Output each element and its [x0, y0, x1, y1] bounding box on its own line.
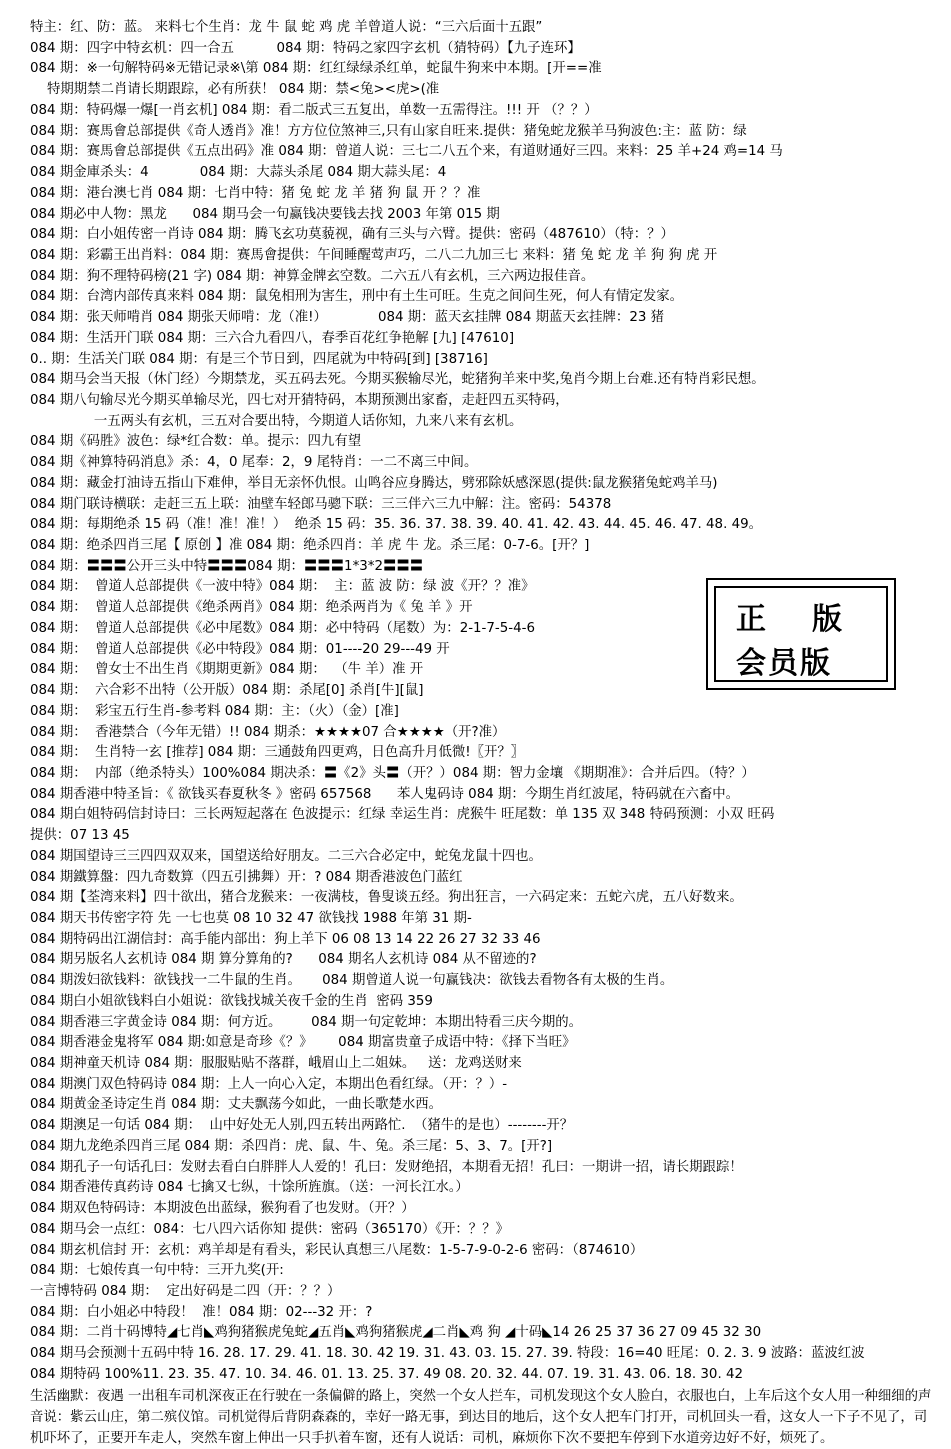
text-line: 084 期： 曾道人总部提供《一波中特》084 期： 主：蓝 波 防：绿 波《开？？准》 — [30, 579, 535, 595]
text-line: 084 期马会一点红：084：七八四六话你知 提供：密码（365170）《开：？？》 — [30, 1221, 509, 1237]
text-line: 084 期：白小姐传密一肖诗 084 期：腾飞玄功莫藐视，确有三头与六臂。提供：密码（487610）（特：？） — [30, 227, 674, 243]
text-line: 084 期必中人物：黑龙 084 期马会一句赢钱决要钱去找 2003 年第 015 期 — [30, 206, 500, 222]
text-line: 084 期特码 100%11. 23. 35. 47. 10. 34. 46. 01. 13. 25. 37. 49 08. 20. 32. 44. 07. 19. 31. 43. 06. 18. 30. 42 — [30, 1366, 744, 1382]
text-line: 一五两头有玄机，三五对合要出特，今期道人话你知，九来八来有玄机。 — [30, 413, 523, 429]
stamp-line-1: 正版 — [736, 602, 888, 637]
text-line: 084 期：白小姐必中特段！ 准！084 期：02---32 开：? — [30, 1304, 373, 1320]
text-line: 084 期香港金鬼将军 084 期:如意是奇珍《？》 084 期富贵童子成语中特：《择下当旺》 — [30, 1035, 576, 1051]
text-line: 一言博特码 084 期： 定出好码是二四（开：？？） — [30, 1283, 341, 1299]
text-line: 084 期：绝杀四肖三尾【 原创 】准 084 期：绝杀四肖：羊 虎 牛 龙。杀三尾：0-7-6。[开？] — [30, 538, 590, 553]
text-line: 084 期：藏金打油诗五指山下难伸，举目无亲怀仇恨。山鸣谷应身腾达，劈邪除妖感深恩(提供:鼠龙猴猪兔蛇鸡羊马) — [30, 475, 718, 491]
text-line: 084 期马会当天报（休门经）今期禁龙，买五码去死。今期买猴输尽光，蛇猪狗羊来中奖,兔肖今期上台难.还有特肖彩民想。 — [30, 372, 765, 388]
text-line: 084 期： 曾道人总部提供《必中特段》084 期：01----20 29---49 开 — [30, 641, 450, 657]
text-line: 084 期【荃湾来料】四十欲出，猪合龙猴来：一夜满枝，鲁叟谈五经。狗出狂言，一六码定来：五蛇六虎，五八好数来。 — [30, 890, 743, 906]
text-line: 特期期禁二肖请长期跟踪，必有所获！ 084 期：禁<兔><虎>(准 — [30, 82, 440, 98]
text-line: 084 期天书传密字符 先 一七也莫 08 10 32 47 欲钱找 1988 年第 31 期- — [30, 911, 472, 926]
text-line: 084 期孔子一句话孔曰：发财去看白白胖胖人人爱的！孔曰：发财绝招，本期看无招！孔曰：一期讲一招，请长期跟踪！ — [30, 1159, 743, 1175]
text-line: 084 期马会预测十五码中特 16. 28. 17. 29. 41. 18. 30. 42 19. 31. 43. 03. 15. 27. 39. 特段：16=40 旺尾：0. 2. 3. 9 波路：蓝波红波 — [30, 1346, 865, 1362]
text-line: 084 期《码胜》波色：绿*红合数：单。提示：四九有望 — [30, 434, 362, 450]
text-line: 084 期： 生肖特一玄 [推荐] 084 期：三通鼓角四更鸡，日色高升月低微!〖开？〗 — [30, 745, 525, 761]
text-line: 084 期香港三字黄金诗 084 期：何方近。 084 期一句定乾坤：本期出特看三庆今期的。 — [30, 1014, 582, 1030]
text-line: 084 期玄机信封 开：玄机：鸡羊却是有看头，彩民认真想三八尾数：1-5-7-9-0-2-6 密码：（874610） — [30, 1242, 644, 1258]
text-line: 084 期澳足一句话 084 期： 山中好处无人别,四五转出两路忙. （猪牛的是也）--------开？ — [30, 1118, 574, 1134]
text-line: 0.. 期：生活关门联 084 期：有是三个节日到，四尾就为中特码[到] [38716] — [30, 351, 488, 367]
text-line: 084 期： 曾女士不出生肖《期期更新》084 期： （牛 羊）准 开 — [30, 662, 424, 678]
text-line: 084 期：※一句解特码※无错记录※\第 084 期：红红绿绿杀红单，蛇鼠牛狗来中本期。[开==准 — [30, 61, 602, 77]
text-line: 084 期：赛馬會总部提供《五点出码》准 084 期：曾道人说：三七二八五个来，有道财通好三四。来料：25 羊+24 鸡=14 马 — [30, 144, 783, 160]
humor-story-paragraph: 生活幽默：夜遇 一出租车司机深夜正在行驶在一条偏僻的路上，突然一个女人拦车，司机发现这个女人脸白，衣服也白，上车后这个女人用一种细细的声音说：紫云山庄，第二殡仪馆。司机觉得后背阴森森的，幸好一路无事，到达目的地后，这个女人把车门打开，司机回头一看，这女人一下子不见了，司机吓坏了，正要开车走人，突然车窗上伸出一只手扒着车窗，还有人说话：司机，麻烦你下次不要把车停到下水道旁边好不好，烦死了。 — [30, 1388, 932, 1446]
text-line: 084 期《神算特码消息》杀：4，0 尾奉：2，9 尾特肖：一二不离三中间。 — [30, 455, 478, 471]
text-line: 084 期：赛馬會总部提供《奇人透肖》准！方方位位煞神三,只有山家自旺来.提供：猪兔蛇龙猴羊马狗波色:主：蓝 防：绿 — [30, 123, 747, 139]
text-line: 084 期国望诗三三四四双双来，国望送给好朋友。二三六合必定中，蛇兔龙鼠十四也。 — [30, 848, 542, 864]
text-line: 084 期白姐特码信封诗曰：三长两短起落在 色波提示：红绿 幸运生肖：虎猴牛 旺尾数：单 135 双 348 特码预测：小双 旺码 — [30, 807, 775, 823]
genuine-member-edition-stamp — [706, 578, 896, 690]
text-line: 084 期：生活开门联 084 期：三六合九看四八，春季百花红争艳解 [九] [47610] — [30, 330, 515, 346]
text-line: 084 期：狗不理特码榜(21 字) 084 期：神算金牌玄空数。二六五八有玄机，三六两边报佳音。 — [30, 268, 595, 284]
text-line: 084 期澳门双色特码诗 084 期：上人一向心入定，本期出色看红绿。（开：？）- — [30, 1076, 508, 1092]
stamp-line-2: 会员版 — [736, 646, 832, 681]
text-line: 特主：红、防：蓝。 来料七个生肖：龙 牛 鼠 蛇 鸡 虎 羊曾道人说：“三六后面十五跟” — [30, 20, 543, 35]
text-line: 084 期： 六合彩不出特（公开版）084 期：杀尾[0] 杀肖[牛][鼠] — [30, 683, 424, 698]
text-line: 084 期泼妇欲钱料：欲钱找一二牛鼠的生肖。 084 期曾道人说一句赢钱决：欲钱去看物各有太极的生肖。 — [30, 973, 674, 989]
text-line: 084 期： 香港禁合（今年无错）!! 084 期杀：★★★★07 合★★★★（开?准） — [30, 724, 506, 740]
text-line: 084 期九龙绝杀四肖三尾 084 期：杀四肖：虎、鼠、牛、兔。杀三尾：5、3、7。[开?] — [30, 1138, 553, 1154]
text-line: 084 期另版名人玄机诗 084 期 算分算角的? 084 期名人玄机诗 084 从不留迹的? — [30, 952, 537, 968]
text-line: 084 期金庫杀头：4 084 期：大蒜头杀尾 084 期大蒜头尾：4 — [30, 165, 447, 180]
text-line: 084 期：港台澳七肖 084 期：七肖中特：猪 兔 蛇 龙 羊 猪 狗 鼠 开 ？？准 — [30, 185, 481, 201]
text-line: 084 期门联诗横联：走赶三五上联：油壁车轻郎马骢下联：三三伴六三九中解：注。密码：54378 — [30, 496, 612, 512]
text-line: 084 期双色特码诗：本期波色出蓝绿，猴狗看了也发财。（开？） — [30, 1201, 415, 1216]
text-line: 084 期香港中特圣旨：《 欲钱买春夏秋冬 》密码 657568 苯人鬼码诗 084 期：今期生肖红波尾，特码就在六畜中。 — [30, 786, 740, 802]
text-line: 084 期特码出江湖信封：高手能内部出：狗上羊下 06 08 13 14 22 26 27 32 33 46 — [30, 931, 541, 947]
text-line: 提供：07 13 45 — [30, 828, 130, 844]
text-line: 084 期：四字中特玄机：四一合五 084 期：特码之家四字玄机（猜特码）【九子连环】 — [30, 40, 581, 56]
text-line: 084 期：二肖十码博特◢七肖◣鸡狗猪猴虎兔蛇◢五肖◣鸡狗猪猴虎◢二肖◣鸡 狗 ◢十码◣14 26 25 37 36 27 09 45 32 30 — [30, 1325, 762, 1341]
text-line: 084 期： 内部（绝杀特头）100%084 期决杀：〓《2》头〓（开？）084 期：智力金壤 《期期准》：合并后四。（特？） — [30, 765, 755, 781]
text-line: 084 期神童天机诗 084 期：服服贴贴不落群，峨眉山上二姐妹。 送：龙鸡送财来 — [30, 1056, 522, 1071]
text-line: 084 期： 彩宝五行生肖-参考料 084 期：主：（火）（金）[准] — [30, 703, 399, 719]
text-line: 084 期：每期绝杀 15 码（准！准！准！） 绝杀 15 码：35. 36. 37. 38. 39. 40. 41. 42. 43. 44. 45. 46. 47. 48. 49。 — [30, 517, 763, 533]
text-line: 084 期：〓〓〓公开三头中特〓〓〓084 期：〓〓〓1*3*2〓〓〓 — [30, 558, 424, 574]
text-line: 084 期鐵算盤：四九奇数算（四五引拂舞）开：? 084 期香港波色门蓝红 — [30, 869, 463, 885]
text-line: 084 期八句输尽光今期买单输尽光，四七对开猜特码，本期预测出家畜，走赶四五买特码， — [30, 393, 569, 408]
text-line: 084 期白小姐欲钱料白小姐说：欲钱找城关夜千金的生肖 密码 359 — [30, 993, 433, 1009]
text-line: 084 期：彩霸王出肖料：084 期：赛馬會提供：午间睡醒莺声巧，二八二九加三七 来料：猪 兔 蛇 龙 羊 狗 狗 虎 开 — [30, 247, 718, 263]
text-line: 084 期：张天师啃肖 084 期张天师啃：龙（准!） 084 期：蓝天玄挂牌 084 期蓝天玄挂牌：23 猪 — [30, 310, 665, 326]
text-line: 084 期黄金圣诗定生肖 084 期：丈夫飘荡今如此，一曲长歌楚水西。 — [30, 1097, 443, 1113]
text-line: 084 期：台湾内部传真来料 084 期：鼠兔相刑为害生，刑中有土生可旺。生克之间问生死，何人有情定发家。 — [30, 289, 684, 305]
text-line: 084 期：特码爆一爆[一肖玄机] 084 期：看二版式三五复出，单数一五需得注。!!! 开 （？？） — [30, 102, 598, 118]
text-line: 084 期：七娘传真一句中特：三开九奖(开: — [30, 1263, 284, 1279]
text-line: 084 期： 曾道人总部提供《必中尾数》084 期：必中特码（尾数）为：2-1-7-5-4-6 — [30, 620, 535, 636]
text-line: 084 期香港传真药诗 084 七擒又七纵，十馀所旌旗。（送：一河长江水。） — [30, 1180, 469, 1196]
text-line: 084 期： 曾道人总部提供《绝杀两肖》084 期：绝杀两肖为《 兔 羊 》开 — [30, 600, 473, 616]
